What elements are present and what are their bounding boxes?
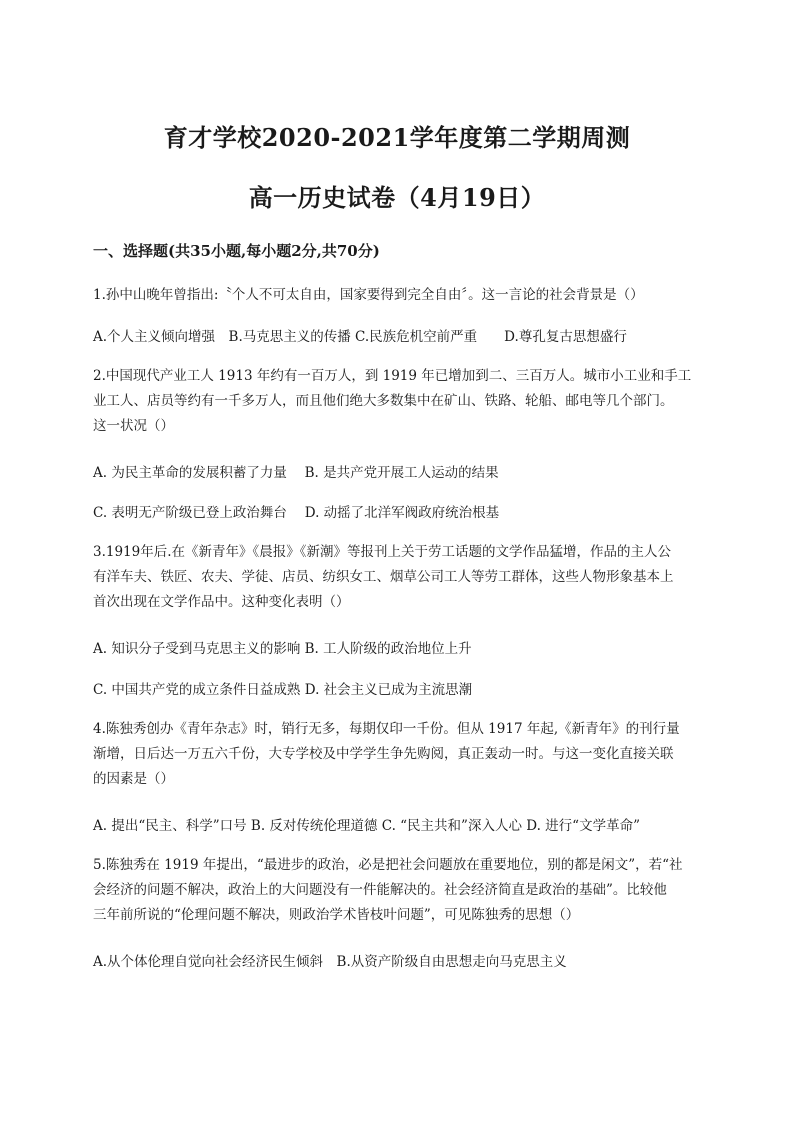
- question-5-options: A.从个体伦理自觉向社会经济民生倾斜 B.从资产阶级自由思想走向马克思主义: [93, 954, 567, 970]
- question-2-options-row-2: C. 表明无产阶级已登上政治舞台 D. 动摇了北洋军阀政府统治根基: [93, 505, 500, 521]
- question-line: 首次出现在文学作品中。这种变化表明（）: [93, 594, 350, 610]
- question-1-options: A.个人主义倾向增强 B.马克思主义的传播 C.民族危机空前严重 D.尊孔复古思想盛行: [93, 329, 627, 345]
- question-line: 会经济的问题不解决，政治上的大问题没有一件能解决的。社会经济简直是政治的基础”。比较他: [93, 882, 667, 898]
- question-line: 有洋车夫、铁匠、农夫、学徒、店员、纺织女工、烟草公司工人等劳工群体，这些人物形象基本上: [93, 569, 674, 585]
- question-line: 渐增，日后达一万五六千份，大专学校及中学学生争先购阅，真正轰动一时。与这一变化直接关联: [93, 746, 674, 762]
- question-line: 这一状况（）: [93, 418, 174, 434]
- exam-title: 育才学校2020-2021学年度第二学期周测: [163, 123, 631, 152]
- question-3-stem: [93, 540, 705, 615]
- question-2-stem: [93, 364, 705, 439]
- question-line: 三年前所说的“伦理问题不解决，则政治学术皆枝叶问题”，可见陈独秀的思想（）: [93, 907, 580, 923]
- question-5-stem: [93, 853, 705, 928]
- question-line: 5.陈独秀在 1919 年提出，“最进步的政治，必是把社会问题放在重要地位，别的都是闲文”，若“社: [93, 857, 683, 873]
- question-4-options: A. 提出“民主、科学”口号 B. 反对传统伦理道德 C. “民主共和”深入人心 D. 进行“文学革命”: [93, 818, 640, 834]
- question-line: 1.孙中山晚年曾指出:〝个人不可太自由，国家要得到完全自由〞。这一言论的社会背景是（）: [93, 287, 644, 303]
- exam-subtitle: 高一历史试卷（4月19日）: [248, 183, 546, 212]
- question-line: 4.陈独秀创办《青年杂志》时，销行无多，每期仅印一千份。但从 1917 年起,《新青年》的刊行量: [93, 721, 680, 737]
- question-line: 3.1919年后.在《新青年》《晨报》《新潮》等报刊上关于劳工话题的文学作品猛增，作品的主人公: [93, 544, 672, 560]
- section-heading: 一、选择题(共35小题,每小题2分,共70分): [93, 242, 380, 260]
- question-3-options-row-2: C. 中国共产党的成立条件日益成熟 D. 社会主义已成为主流思潮: [93, 682, 473, 698]
- question-4-stem: [93, 717, 705, 792]
- question-1-stem: [93, 283, 705, 308]
- question-line: 2.中国现代产业工人 1913 年约有一百万人，到 1919 年已增加到二、三百万人。城市小工业和手工: [93, 368, 692, 384]
- question-3-options-row-1: A. 知识分子受到马克思主义的影响 B. 工人阶级的政治地位上升: [93, 641, 472, 657]
- question-line: 业工人、店员等约有一千多万人，而且他们绝大多数集中在矿山、铁路、轮船、邮电等几个部门。: [93, 393, 674, 409]
- question-line: 的因素是（）: [93, 771, 174, 787]
- question-2-options-row-1: A. 为民主革命的发展积蓄了力量 B. 是共产党开展工人运动的结果: [93, 465, 499, 481]
